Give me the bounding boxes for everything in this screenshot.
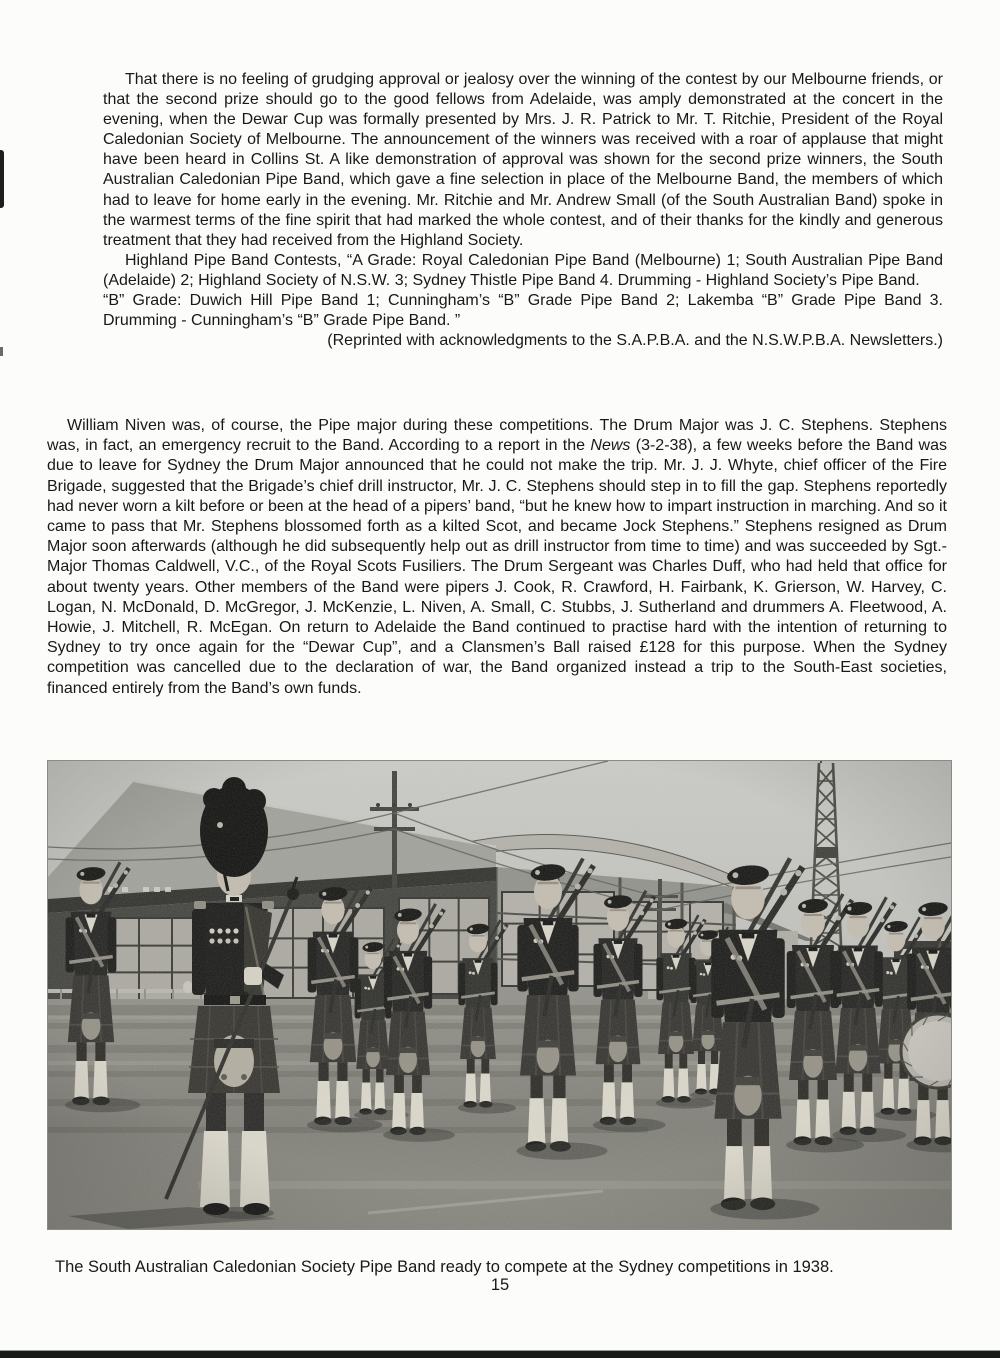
paragraph: “B” Grade: Duwich Hill Pipe Band 1; Cunningham’s “B” Grade Pipe Band 2; Lakemba “B” Grade Pipe Band 3. Drumming - Cunningham’s “B” Grade Pipe Band. ” [103, 292, 943, 330]
paragraph: That there is no feeling of grudging approval or jealosy over the winning of the contest by our Melbourne friends, or that the second prize should go to the good fellows from Adelaide, was amply demonstrated at the concert in the evening, when the Dewar Cup was formally presented by Mrs. J. R. Patrick to Mr. T. Ritchie, President of the Royal Caledonian Society of Melbourne. The announcement of the winners was received with a roar of applause that might have been heard in Collins St. A like demonstration of approval was shown for the second prize winners, the South Australian Caledonian Pipe Band, which gave a fine selection in place of the Melbourne Band, the members of which had to leave for home early in the evening. Mr. Ritchie and Mr. Andrew Small (of the South Australian Band) spoke in the warmest terms of the fine spirit that had marked the whole contest, and of their thanks for the kindly and generous treatment that they had received from the Highland Society. [103, 71, 943, 249]
band-photo-illustration [48, 761, 951, 1229]
scan-edge-artifact [0, 347, 3, 356]
scan-edge-artifact [0, 150, 4, 208]
photo-caption: The South Australian Caledonian Society Pipe Band ready to compete at the Sydney competitions in 1938. [55, 1257, 834, 1276]
italic-news-title: News [590, 437, 631, 455]
paragraph-text: William Niven was, of course, the Pipe major during these competitions. The Drum Major was J. C. Stephens. Stephens was, in fact, an emergency recruit to the Band. According to a report in the [47, 417, 947, 455]
quote-block [103, 70, 943, 351]
paragraph: Highland Pipe Band Contests, “A Grade: Royal Caledonian Pipe Band (Melbourne) 1; South Australian Pipe Band (Adelaide) 2; Highland Society of N.S.W. 3; Sydney Thistle Pipe Band 4. Drumming - Highland Society’s Pipe Band. [103, 251, 943, 289]
body-paragraph [47, 416, 947, 699]
paragraph-text: (3-2-38), a few weeks before the Band was due to leave for Sydney the Drum Major announced that he could not make the trip. Mr. J. J. Whyte, chief officer of the Fire Brigade, suggested that the Brigade’s chief drill instructor, Mr. J. C. Stephens should step in to fill the gap. Stephens reportedly had never worn a kilt before or been at the head of a pipers’ band, “but he knew how to impart instruction in marching. And so it came to pass that Mr. Stephens blossomed forth as a kilted Scot, and became Jock Stephens.” Stephens resigned as Drum Major soon afterwards (although he did subsequently help out as drill instructor from time to time) and was succeeded by Sgt.-Major Thomas Caldwell, V.C., of the Royal Scots Fusiliers. The Drum Sergeant was Charles Duff, who had held that office for about twenty years. Other members of the Band were pipers J. Cook, R. Crawford, H. Fairbank, K. Grierson, W. Harvey, C. Logan, N. McDonald, D. McGregor, J. McKenzie, L. Niven, A. Small, C. Stubbs, J. Sutherland and drummers A. Fleetwood, A. Howie, J. Mitchell, R. McEgan. On return to Adelaide the Band continued to practise hard with the intention of returning to Sydney to try once again for the “Dewar Cup”, and a Clansmen’s Ball raised £128 for this purpose. When the Sydney competition was cancelled due to the declaration of war, the Band organized instead a trip to the South-East societies, financed entirely from the Band’s own funds. [47, 437, 948, 697]
scan-edge-bottom [0, 1350, 1000, 1358]
paragraph [47, 416, 947, 699]
attribution-line: (Reprinted with acknowledgments to the S.A.P.B.A. and the N.S.W.P.B.A. Newsletters.) [327, 332, 943, 350]
page-number: 15 [490, 1276, 510, 1294]
band-photo [47, 760, 952, 1230]
